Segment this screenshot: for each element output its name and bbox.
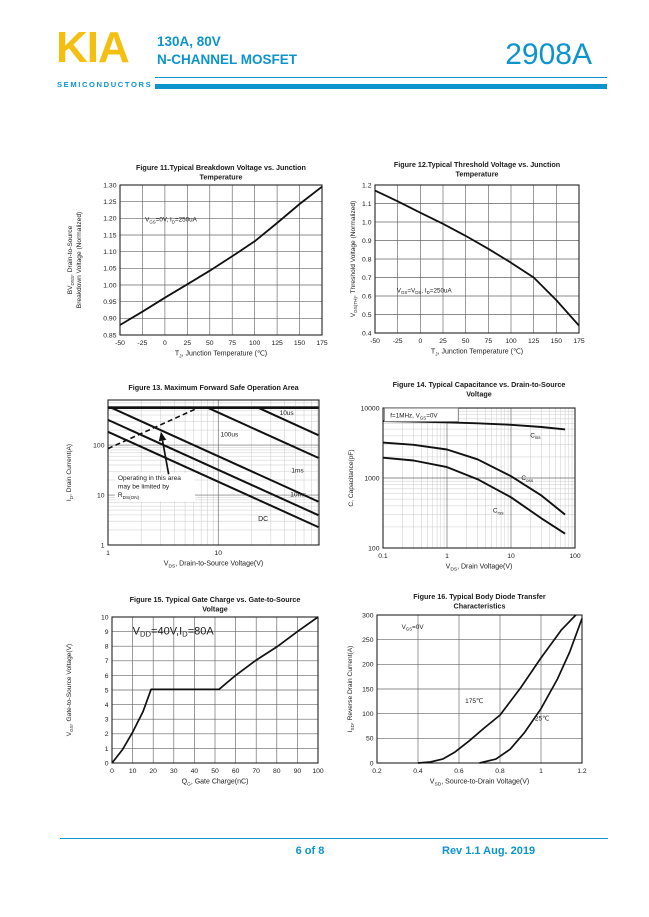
svg-text:60: 60 [231,768,240,775]
annotation: VDD=40V,ID=80A [132,625,214,639]
svg-text:9: 9 [104,629,109,636]
chart-title: Temperature [455,169,499,179]
tick-labels [101,614,324,775]
svg-text:75: 75 [484,338,493,345]
plot-border [120,185,322,335]
svg-text:1.20: 1.20 [103,215,117,223]
svg-text:0: 0 [110,768,114,775]
svg-text:0.4: 0.4 [413,768,423,775]
svg-text:1: 1 [106,550,110,557]
svg-text:4: 4 [104,702,109,709]
y-axis-label: $I_D$, Drain Current(A) [66,443,74,502]
svg-text:1.0: 1.0 [362,219,372,227]
svg-text:8: 8 [104,643,109,651]
svg-text:100: 100 [93,442,105,450]
svg-text:125: 125 [527,338,540,345]
chart-title: Figure 14. Typical Capacitance vs. Drain-to-Source [392,380,566,389]
header-rule-thin [155,77,607,78]
x-axis-label: $T_J$, Junction Temperature (℃) [174,350,268,360]
tick-labels [362,182,585,345]
svg-text:100: 100 [312,768,324,775]
svg-text:0.6: 0.6 [454,768,464,775]
figure-11-breakdown-voltage-chart [58,160,342,366]
svg-text:25: 25 [183,340,192,347]
y-axis-label: $V_{GS}$, Gate-to-Source Voltage(V) [66,643,74,737]
svg-text:1.1: 1.1 [362,200,372,208]
svg-text:0.9: 0.9 [362,237,372,245]
svg-text:50: 50 [365,735,374,743]
svg-text:0.4: 0.4 [362,330,372,338]
svg-text:-25: -25 [137,340,148,347]
x-axis-label: $V_{DS}$, Drain-to-Source Voltage(V) [163,560,264,570]
grid [383,408,575,548]
svg-text:1.2: 1.2 [577,768,587,775]
svg-text:200: 200 [362,661,374,669]
svg-text:175: 175 [316,340,328,347]
svg-text:-50: -50 [115,340,125,347]
svg-text:100: 100 [362,711,374,719]
part-number: 2908A [505,38,592,71]
svg-text:0.5: 0.5 [362,311,372,319]
curve-breakdown-voltage [120,187,322,325]
svg-text:1.2: 1.2 [362,182,372,190]
annotation: 100us [220,431,239,439]
annotation: DC [258,516,269,524]
annotation: 10us [279,410,294,418]
svg-text:1.30: 1.30 [103,182,117,190]
curve-diode-25c [480,619,583,764]
y-axis-label: $I_{SD}$, Reverse Drain Current(A) [347,645,355,733]
svg-text:3: 3 [104,716,109,724]
annotation: 1ms [291,467,304,475]
svg-text:0.6: 0.6 [362,293,372,301]
figure-14-capacitance-chart [345,378,635,578]
figure-12-threshold-voltage-chart [345,158,632,366]
grid [375,185,579,333]
svg-text:0: 0 [369,760,374,768]
product-type: N-CHANNEL MOSFET [157,52,297,67]
chart-title: Voltage [466,389,492,399]
svg-text:250: 250 [362,637,374,645]
chart-title: Figure 13. Maximum Forward Safe Operation Area [128,383,299,392]
tick-labels [103,182,328,347]
curves [120,187,322,325]
chart-title: Figure 16. Typical Body Diode Transfer [413,592,546,601]
svg-text:175: 175 [573,338,585,345]
note-text: may be limited by [117,483,170,491]
annotation: $V_{GS}=V_{DS}$, $I_D=250uA$ [396,287,452,296]
svg-text:0: 0 [104,760,109,768]
svg-text:0.85: 0.85 [103,332,117,340]
svg-text:50: 50 [461,338,470,345]
svg-text:100: 100 [368,545,380,553]
svg-text:20: 20 [149,768,157,775]
curve-ciss [383,421,565,429]
svg-text:1: 1 [100,542,105,550]
svg-text:0.8: 0.8 [495,768,505,775]
x-axis-label: $T_J$, Junction Temperature (℃) [430,348,524,358]
figure-15-gate-charge-chart [58,592,344,810]
x-axis-label: $Q_G$, Gate Charge(nC) [181,778,249,788]
chart-title: Figure 11.Typical Breakdown Voltage vs. Junction [136,163,306,172]
svg-text:80: 80 [273,768,281,775]
y-axis-label: Breakdown Voltage (Normalized) [76,211,83,309]
svg-text:30: 30 [170,768,178,775]
svg-text:10: 10 [100,614,109,622]
svg-text:1.10: 1.10 [103,249,117,257]
grid [120,185,322,335]
tick-labels [362,612,587,775]
footer-rule [60,838,608,839]
figure-13-safe-operation-area-chart [58,378,344,586]
svg-text:2: 2 [104,731,109,739]
page-number: 6 of 8 [295,845,325,857]
svg-text:100: 100 [505,338,517,345]
chart-title: Characteristics [453,601,506,611]
svg-text:0: 0 [162,340,167,347]
svg-text:-25: -25 [392,338,403,345]
svg-text:300: 300 [362,612,374,620]
product-rating: 130A, 80V [157,34,221,49]
svg-text:6: 6 [104,672,109,680]
svg-text:0.8: 0.8 [362,256,372,264]
annotation: $V_{GS}=0V$, $I_D=250uA$ [145,216,197,225]
svg-text:125: 125 [271,340,283,347]
chart-title: Figure 12.Typical Threshold Voltage vs. Junction [393,160,561,169]
y-axis-label: $V_{GS(TH)}$, Threshold Voltage (Normalized) [350,200,358,318]
svg-text:150: 150 [550,338,563,345]
svg-text:0: 0 [418,338,423,345]
svg-text:150: 150 [362,686,374,694]
header-rule-thick [155,84,607,89]
curves [375,191,579,326]
svg-text:10: 10 [128,768,137,775]
svg-text:0.90: 0.90 [103,315,117,323]
svg-text:25: 25 [439,338,447,345]
annotation: $C_{oss}$ [521,475,534,484]
svg-text:1: 1 [539,768,543,775]
svg-text:75: 75 [228,340,237,347]
svg-text:50: 50 [211,768,219,775]
curve-threshold-voltage [375,191,579,326]
y-axis-label: $BV_{DSS}$, Drain-to-Source [67,225,75,295]
chart-title: Voltage [202,604,228,614]
svg-text:1000: 1000 [364,475,380,483]
svg-text:0.95: 0.95 [103,299,117,307]
annotation: 10ms [290,491,307,499]
y-axis-label: C, Capacitance(pF) [348,449,355,507]
annotation: $V_{GS}=0V$ [401,623,424,632]
svg-text:1.15: 1.15 [103,232,117,240]
svg-text:50: 50 [205,340,214,347]
svg-text:100: 100 [569,553,581,560]
svg-text:150: 150 [293,340,306,347]
svg-text:1.05: 1.05 [103,265,117,273]
svg-text:90: 90 [293,768,302,775]
x-axis-label: $V_{DS}$, Drain Voltage(V) [445,563,513,573]
svg-text:10: 10 [507,553,515,560]
svg-text:5: 5 [104,687,109,695]
chart-title: Figure 15. Typical Gate Charge vs. Gate-to-Source [129,595,301,604]
svg-text:-50: -50 [370,338,380,345]
annotation: 25℃ [534,715,550,723]
svg-text:1: 1 [104,745,109,753]
note-text: Operating in this area [117,475,181,483]
svg-text:1: 1 [445,553,449,560]
annotation: f=1MHz, $V_{GS}=0V$ [390,412,438,421]
annotation: $C_{iss}$ [530,432,541,441]
note-text: $R_{DS(ON)}$ [117,492,140,500]
svg-text:7: 7 [104,658,109,666]
svg-text:10: 10 [214,550,223,557]
chart-title: Temperature [199,172,243,182]
svg-text:40: 40 [190,768,199,775]
svg-text:1.00: 1.00 [103,282,117,290]
x-axis-label: $V_{SD}$, Source-to-Drain Voltage(V) [429,778,530,788]
kia-logo-subtitle: SEMICONDUCTORS [57,80,153,89]
figure-16-body-diode-chart [345,590,635,808]
svg-text:1.25: 1.25 [103,199,117,207]
svg-text:100: 100 [248,340,261,347]
svg-text:0.2: 0.2 [372,768,382,775]
annotation: 175℃ [465,697,484,705]
svg-text:10: 10 [96,492,105,500]
svg-text:0.1: 0.1 [378,553,388,560]
kia-logo: KIA [56,23,129,72]
curve-crss [383,458,565,534]
svg-text:10000: 10000 [360,405,380,413]
svg-text:70: 70 [252,768,260,775]
annotation: $C_{rss}$ [492,507,504,516]
revision-label: Rev 1.1 Aug. 2019 [442,845,536,857]
svg-text:0.7: 0.7 [362,274,372,282]
